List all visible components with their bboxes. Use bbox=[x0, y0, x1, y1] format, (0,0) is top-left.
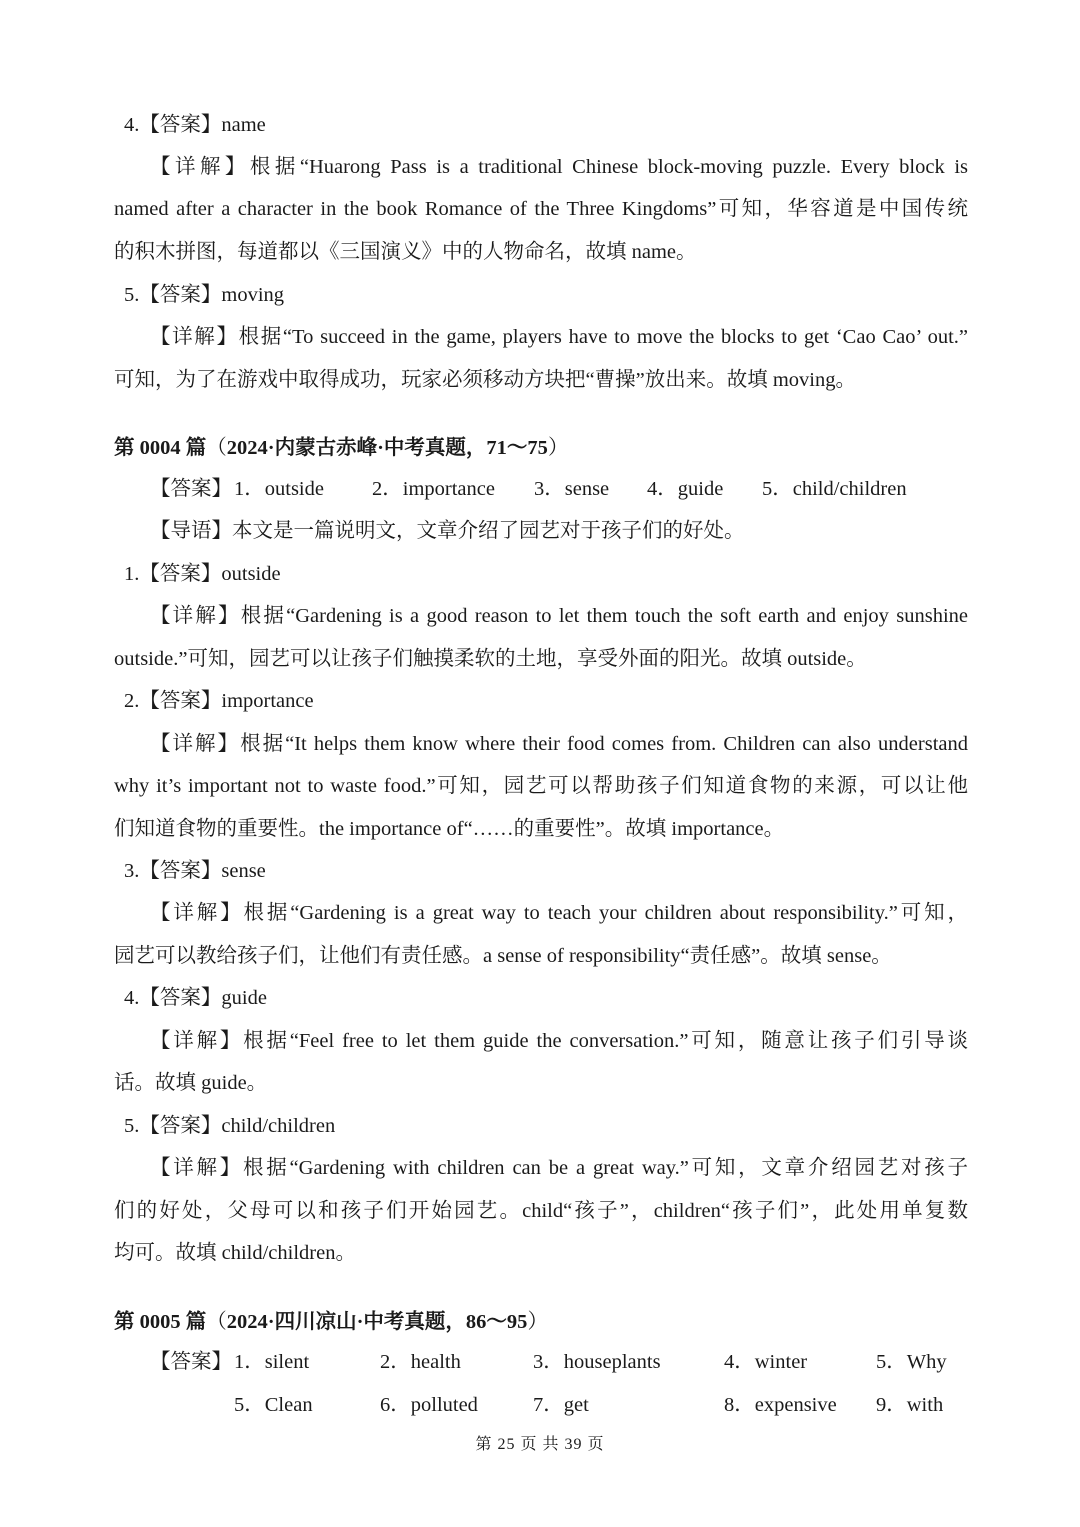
detail-line: named after a character in the book Romance of the Three Kingdoms”可知，华容道是中国传统 bbox=[114, 198, 968, 220]
section-number: 第 0004 篇 bbox=[114, 437, 207, 459]
answer-value: importance bbox=[221, 690, 314, 712]
answer-summary-item: 5．Why bbox=[876, 1351, 947, 1373]
detail-line: 园艺可以教给孩子们，让他们有责任感。a sense of responsibility“责任感”。故填 sense。 bbox=[114, 945, 892, 967]
answer-line-q4 bbox=[124, 111, 978, 139]
section-source: 2024·四川凉山·中考真题，86～95 bbox=[226, 1311, 528, 1333]
detail-line: 【详解】根据“To succeed in the game, players have to move the blocks to get ‘Cao Cao’ out.” bbox=[150, 326, 968, 348]
section-heading-0004 bbox=[114, 434, 968, 462]
answer-label: 1.【答案】 bbox=[124, 563, 222, 585]
detail-line: 可知，为了在游戏中取得成功，玩家必须移动方块把“曹操”放出来。故填 moving。 bbox=[114, 369, 856, 391]
detail-line: 【详解】根据“Gardening is a great way to teach your children about responsibility.”可知， bbox=[150, 902, 968, 924]
paren-open: （ bbox=[206, 1311, 227, 1333]
answer-label: 4.【答案】 bbox=[124, 987, 222, 1009]
answer-line-q1 bbox=[124, 560, 978, 588]
answer-summary-row-1 bbox=[150, 1348, 960, 1376]
answer-label: 5.【答案】 bbox=[124, 284, 222, 306]
answer-summary-row-2 bbox=[150, 1391, 960, 1419]
answer-summary-item: 7．get bbox=[533, 1394, 589, 1416]
answer-label: 5.【答案】 bbox=[124, 1115, 222, 1137]
answer-summary-item: 5．Clean bbox=[234, 1394, 313, 1416]
answer-summary-item: 1．outside bbox=[234, 478, 324, 500]
answer-summary-item: 1．silent bbox=[234, 1351, 310, 1373]
section-source: 2024·内蒙古赤峰·中考真题，71～75 bbox=[226, 437, 548, 459]
detail-line: 【详解】根据“It helps them know where their food comes from. Children can also understand bbox=[150, 733, 968, 755]
answer-summary-item: 4．winter bbox=[724, 1351, 808, 1373]
intro-line: 【导语】本文是一篇说明文，文章介绍了园艺对于孩子们的好处。 bbox=[150, 520, 745, 542]
answer-line-q5 bbox=[124, 281, 978, 309]
detail-line: 【详解】根据“Gardening is a good reason to let them touch the soft earth and enjoy sunshine bbox=[150, 605, 968, 627]
paren-close: ） bbox=[527, 1311, 548, 1333]
answer-summary-item: 3．houseplants bbox=[533, 1351, 661, 1373]
answer-summary-item: 5．child/children bbox=[762, 478, 907, 500]
detail-line: 的积木拼图，每道都以《三国演义》中的人物命名，故填 name。 bbox=[114, 241, 697, 263]
page-footer: 第 25 页 共 39 页 bbox=[475, 1436, 605, 1453]
detail-line: outside.”可知，园艺可以让孩子们触摸柔软的土地，享受外面的阳光。故填 outside。 bbox=[114, 648, 867, 670]
detail-line: 均可。故填 child/children。 bbox=[114, 1242, 356, 1264]
answer-summary-label: 【答案】 bbox=[150, 478, 232, 500]
answer-label: 4.【答案】 bbox=[124, 114, 222, 136]
answer-summary-item: 2．health bbox=[380, 1351, 461, 1373]
answer-value: guide bbox=[221, 987, 267, 1009]
detail-line: why it’s important not to waste food.”可知，园艺可以帮助孩子们知道食物的来源，可以让他 bbox=[114, 775, 968, 797]
answer-value: moving bbox=[221, 284, 285, 306]
answer-value: name bbox=[221, 114, 266, 136]
answer-line-q5 bbox=[124, 1112, 978, 1140]
answer-summary-item: 2．importance bbox=[372, 478, 495, 500]
answer-summary-item: 4．guide bbox=[647, 478, 724, 500]
answer-value: child/children bbox=[221, 1115, 336, 1137]
answer-line-q3 bbox=[124, 857, 978, 885]
answer-value: outside bbox=[221, 563, 281, 585]
detail-line: 【详解】根据“Gardening with children can be a great way.”可知，文章介绍园艺对孩子 bbox=[150, 1157, 968, 1179]
section-number: 第 0005 篇 bbox=[114, 1311, 207, 1333]
answer-summary-item: 8．expensive bbox=[724, 1394, 837, 1416]
section-heading-0005 bbox=[114, 1308, 968, 1336]
detail-line: 【详解】根据“Huarong Pass is a traditional Chinese block-moving puzzle. Every block is bbox=[150, 156, 968, 178]
answer-summary-row bbox=[150, 475, 950, 503]
answer-label: 3.【答案】 bbox=[124, 860, 222, 882]
answer-summary-label: 【答案】 bbox=[150, 1351, 232, 1373]
answer-line-q4 bbox=[124, 984, 978, 1012]
detail-line: 们知道食物的重要性。the importance of“……的重要性”。故填 importance。 bbox=[114, 818, 785, 840]
answer-summary-item: 3．sense bbox=[534, 478, 610, 500]
answer-summary-item: 6．polluted bbox=[380, 1394, 478, 1416]
answer-summary-item: 9．with bbox=[876, 1394, 944, 1416]
paren-close: ） bbox=[547, 437, 569, 459]
detail-line: 们的好处，父母可以和孩子们开始园艺。child“孩子”，children“孩子们”，此处用单复数 bbox=[114, 1200, 968, 1222]
answer-value: sense bbox=[221, 860, 266, 882]
detail-line: 【详解】根据“Feel free to let them guide the conversation.”可知，随意让孩子们引导谈 bbox=[150, 1030, 968, 1052]
detail-line: 话。故填 guide。 bbox=[114, 1072, 268, 1094]
answer-label: 2.【答案】 bbox=[124, 690, 222, 712]
paren-open: （ bbox=[206, 437, 227, 459]
answer-line-q2 bbox=[124, 687, 978, 715]
